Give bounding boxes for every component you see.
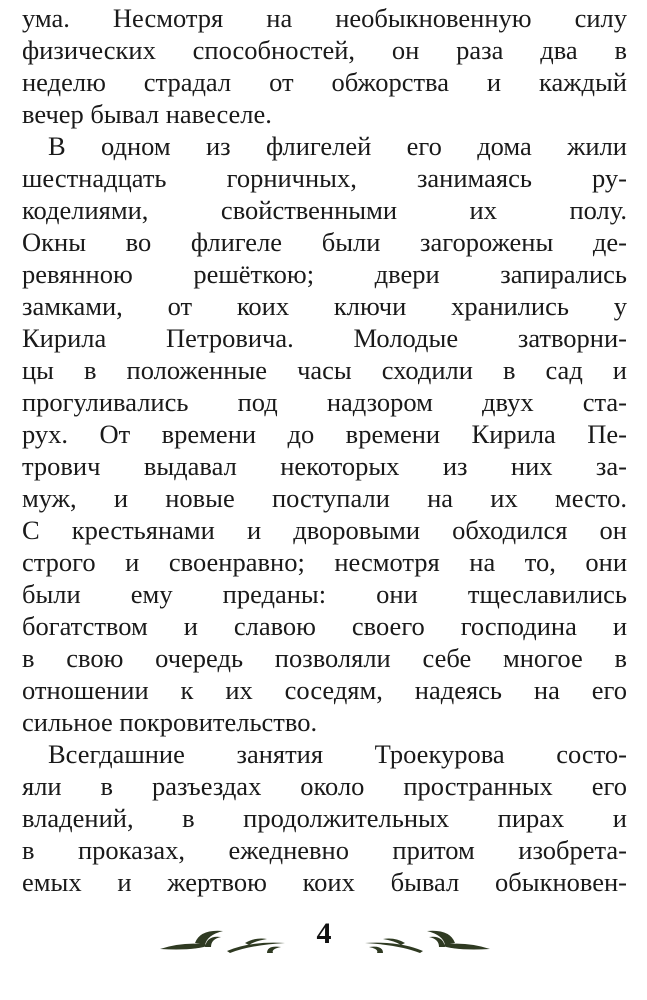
text-line: Кирила Петровича. Молодые затворни- [22, 323, 627, 353]
text-line: прогуливались под надзором двух ста- [22, 387, 627, 417]
text-line: емых и жертвою коих бывал обыкновен- [22, 867, 627, 897]
page-footer [0, 915, 647, 965]
text-line: строго и своенравно; несмотря на то, они [22, 547, 627, 577]
text-line: ума. Несмотря на необыкновенную силу [22, 3, 627, 33]
text-line: сильное покровительство. [22, 707, 318, 737]
text-line: вечер бывал навеселе. [22, 99, 272, 129]
text-line: богатством и славою своего господина и [22, 611, 627, 641]
text-line: отношении к их соседям, надеясь на его [22, 675, 627, 705]
text-line: Окны во флигеле были загорожены де- [22, 227, 627, 257]
page-body-text [22, 2, 627, 898]
text-line: шестнадцать горничных, занимаясь ру- [22, 163, 627, 193]
text-line: были ему преданы: они тщеславились [22, 579, 627, 609]
left-ornament-icon [155, 923, 305, 959]
text-line: физических способностей, он раза два в [22, 35, 627, 65]
text-line: цы в положенные часы сходили в сад и [22, 355, 627, 385]
text-line: рух. От времени до времени Кирила Пе- [22, 419, 627, 449]
text-line: муж, и новые поступали на их место. [22, 483, 627, 513]
text-line: в проказах, ежедневно притом изобрета- [22, 835, 627, 865]
right-ornament-icon [345, 923, 495, 959]
text-line: в свою очередь позволяли себе многое в [22, 643, 627, 673]
text-line: неделю страдал от обжорства и каждый [22, 67, 627, 97]
text-line: С крестьянами и дворовыми обходился он [22, 515, 627, 545]
text-line: Всегдашние занятия Троекурова состо- [48, 739, 627, 769]
text-line: трович выдавал некоторых из них за- [22, 451, 627, 481]
text-line: В одном из флигелей его дома жили [48, 131, 627, 161]
text-line: яли в разъездах около пространных его [22, 771, 627, 801]
page-number: 4 [316, 917, 332, 950]
text-line: замками, от коих ключи хранились у [22, 291, 627, 321]
text-line: коделиями, свойственными их полу. [22, 195, 627, 225]
text-line: ревянною решёткою; двери запирались [22, 259, 627, 289]
text-line: владений, в продолжительных пирах и [22, 803, 627, 833]
